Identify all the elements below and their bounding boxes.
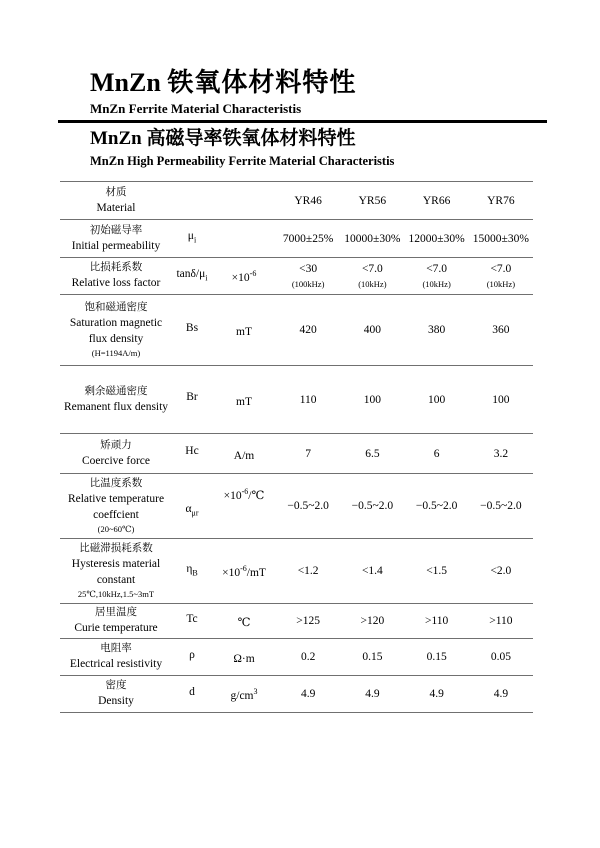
value-note: (10kHz) bbox=[486, 279, 516, 289]
row-name-zh: 比温度系数 bbox=[89, 478, 143, 489]
row-name-zh: 剩余磁通密度 bbox=[84, 385, 148, 397]
unit-base: mT bbox=[236, 325, 252, 338]
value-cell bbox=[340, 295, 404, 365]
symbol-text bbox=[188, 229, 196, 247]
header-material-en: Material bbox=[96, 201, 136, 214]
table-row-saturation-flux-density bbox=[60, 295, 533, 366]
unit-superscript: -6 bbox=[240, 564, 247, 574]
value-text: 10000±30% bbox=[344, 232, 401, 245]
value-text: 0.2 bbox=[300, 651, 316, 663]
table-header-row bbox=[60, 182, 533, 220]
value-text: <1.2 bbox=[297, 565, 319, 577]
row-name-en: Relative temperature coeffcient bbox=[67, 493, 165, 521]
value-cell bbox=[276, 258, 340, 294]
value-text: 0.15 bbox=[426, 651, 447, 663]
row-name-zh: 电阻率 bbox=[100, 643, 132, 655]
symbol-text bbox=[186, 321, 198, 339]
header-unit-cell bbox=[212, 182, 276, 219]
symbol-base: Br bbox=[186, 391, 198, 404]
value-text: <1.4 bbox=[361, 565, 383, 577]
value-cell bbox=[340, 258, 404, 294]
value-cell bbox=[469, 295, 533, 365]
row-name-zh: 比磁滞损耗系数 bbox=[79, 543, 153, 554]
value-text: <7.0 bbox=[490, 263, 512, 275]
symbol-base: d bbox=[189, 685, 195, 698]
value-cell bbox=[340, 639, 404, 675]
value-cell bbox=[469, 604, 533, 638]
section-title-cjk: 高磁导率铁氧体材料特性 bbox=[146, 128, 356, 149]
header-material-zh: 材质 bbox=[105, 186, 127, 198]
row-symbol-cell bbox=[172, 434, 212, 473]
unit-text bbox=[233, 648, 254, 666]
value-cell bbox=[340, 366, 404, 433]
symbol-text bbox=[189, 685, 195, 703]
unit-text bbox=[234, 445, 254, 463]
symbol-text bbox=[189, 648, 195, 666]
row-unit-cell bbox=[212, 295, 276, 365]
row-unit-cell bbox=[212, 366, 276, 433]
row-name-cell bbox=[60, 220, 172, 257]
value-text: −0.5~2.0 bbox=[415, 500, 458, 512]
symbol-subscript: i bbox=[205, 273, 208, 283]
row-unit-cell bbox=[212, 604, 276, 638]
row-symbol-cell bbox=[172, 639, 212, 675]
row-name-en: Initial permeability bbox=[71, 239, 161, 252]
value-cell bbox=[276, 676, 340, 712]
unit-superscript: 3 bbox=[253, 687, 258, 697]
table-row-remanent-flux-density bbox=[60, 366, 533, 434]
table-row-electrical-resistivity bbox=[60, 639, 533, 676]
value-cell bbox=[469, 434, 533, 473]
value-text: 6.5 bbox=[365, 447, 380, 460]
symbol-subscript: B bbox=[192, 568, 198, 578]
main-title-cjk: 铁氧体材料特性 bbox=[167, 68, 357, 97]
symbol-base: Hc bbox=[185, 445, 199, 458]
value-cell bbox=[340, 434, 404, 473]
symbol-text bbox=[186, 612, 197, 630]
row-name-cell bbox=[60, 366, 172, 433]
table-row-initial-permeability bbox=[60, 220, 533, 258]
row-unit-cell bbox=[212, 676, 276, 712]
main-title-latin: MnZn bbox=[90, 68, 161, 97]
value-cell bbox=[469, 474, 533, 538]
value-text: 420 bbox=[299, 324, 317, 336]
symbol-text bbox=[186, 502, 199, 520]
value-cell bbox=[276, 434, 340, 473]
value-cell bbox=[469, 366, 533, 433]
value-note: (100kHz) bbox=[291, 279, 325, 289]
row-name-en: Relative loss factor bbox=[71, 277, 161, 290]
row-symbol-cell bbox=[172, 366, 212, 433]
value-text: <30 bbox=[299, 263, 318, 275]
row-name-en: Coercive force bbox=[81, 454, 150, 467]
section-title-latin: MnZn bbox=[90, 128, 142, 149]
value-cell bbox=[276, 366, 340, 433]
value-text: 0.15 bbox=[362, 651, 383, 663]
unit-text bbox=[231, 685, 258, 703]
value-cell bbox=[469, 676, 533, 712]
value-text: 6 bbox=[433, 447, 440, 460]
row-unit-cell bbox=[212, 258, 276, 294]
value-text: 4.9 bbox=[365, 688, 380, 700]
section-title bbox=[90, 128, 356, 150]
row-unit-cell bbox=[212, 474, 276, 538]
row-name-zh: 初始磁导率 bbox=[89, 224, 143, 236]
divider-rule bbox=[58, 120, 547, 123]
unit-suffix: /℃ bbox=[248, 489, 265, 502]
section-subtitle: MnZn High Permeability Ferrite Material Characteristis bbox=[90, 154, 395, 168]
row-unit-cell bbox=[212, 539, 276, 603]
row-name-zh: 矫顽力 bbox=[100, 439, 132, 451]
value-cell bbox=[405, 676, 469, 712]
value-text: >125 bbox=[296, 615, 320, 627]
symbol-base: Tc bbox=[186, 612, 198, 625]
value-cell bbox=[276, 604, 340, 638]
main-subtitle: MnZn Ferrite Material Characteristis bbox=[90, 101, 302, 116]
row-unit-cell bbox=[212, 639, 276, 675]
value-cell bbox=[469, 258, 533, 294]
table-row-curie-temperature bbox=[60, 604, 533, 639]
value-text: −0.5~2.0 bbox=[351, 500, 394, 512]
value-cell bbox=[276, 474, 340, 538]
row-name-zh: 居里温度 bbox=[95, 607, 137, 619]
row-unit-cell bbox=[212, 434, 276, 473]
row-name-en: Saturation magnetic flux density bbox=[69, 317, 163, 345]
value-text: 4.9 bbox=[493, 688, 509, 700]
value-cell bbox=[276, 295, 340, 365]
value-cell bbox=[405, 220, 469, 257]
value-cell bbox=[405, 474, 469, 538]
model-label: YR66 bbox=[422, 194, 451, 207]
value-cell bbox=[340, 676, 404, 712]
row-name-zh: 饱和磁通密度 bbox=[84, 302, 148, 313]
header-model-cell bbox=[340, 182, 404, 219]
row-symbol-cell bbox=[172, 474, 212, 538]
header-material-cell bbox=[60, 182, 172, 219]
row-symbol-cell bbox=[172, 220, 212, 257]
value-cell bbox=[469, 639, 533, 675]
table-row-coercive-force bbox=[60, 434, 533, 474]
value-cell bbox=[405, 258, 469, 294]
value-text: 12000±30% bbox=[408, 232, 465, 245]
symbol-base: η bbox=[186, 562, 193, 575]
unit-base: ℃ bbox=[237, 616, 251, 629]
value-cell bbox=[405, 295, 469, 365]
value-cell bbox=[276, 539, 340, 603]
value-cell bbox=[469, 539, 533, 603]
row-name-cell bbox=[60, 258, 172, 294]
value-text: 400 bbox=[363, 324, 381, 336]
row-name-cell bbox=[60, 539, 172, 603]
value-note: (10kHz) bbox=[422, 279, 451, 289]
table-row-relative-loss-factor bbox=[60, 258, 533, 295]
unit-superscript: -6 bbox=[241, 487, 249, 497]
value-cell bbox=[405, 639, 469, 675]
value-cell bbox=[276, 639, 340, 675]
header-model-cell bbox=[276, 182, 340, 219]
value-text: <7.0 bbox=[361, 263, 383, 275]
symbol-base: ρ bbox=[189, 648, 195, 661]
row-symbol-cell bbox=[172, 539, 212, 603]
symbol-base: μ bbox=[187, 230, 194, 243]
value-text: >110 bbox=[424, 615, 449, 627]
row-name-cell bbox=[60, 474, 172, 538]
value-text: 0.05 bbox=[490, 651, 511, 663]
unit-text bbox=[238, 612, 251, 630]
value-cell bbox=[405, 434, 469, 473]
row-symbol-cell bbox=[172, 676, 212, 712]
row-name-note: (20~60℃) bbox=[97, 524, 135, 534]
model-label: YR46 bbox=[294, 194, 322, 207]
unit-superscript: -6 bbox=[249, 269, 257, 279]
header-model-cell bbox=[405, 182, 469, 219]
value-text: 7 bbox=[305, 447, 311, 460]
value-text: >110 bbox=[489, 615, 513, 627]
symbol-base: Bs bbox=[185, 321, 199, 334]
symbol-text bbox=[185, 444, 198, 462]
value-text: −0.5~2.0 bbox=[480, 500, 522, 512]
value-cell bbox=[405, 539, 469, 603]
value-text: >120 bbox=[360, 615, 385, 627]
row-name-zh: 密度 bbox=[105, 680, 127, 692]
value-cell bbox=[340, 220, 404, 257]
value-cell bbox=[340, 474, 404, 538]
header-model-cell bbox=[469, 182, 533, 219]
value-text: −0.5~2.0 bbox=[287, 500, 329, 512]
value-text: 3.2 bbox=[493, 447, 509, 460]
symbol-text bbox=[186, 390, 198, 408]
table-row-relative-temperature-coefficient bbox=[60, 474, 533, 539]
value-text: 110 bbox=[299, 393, 317, 406]
row-name-cell bbox=[60, 434, 172, 473]
value-text: 15000±30% bbox=[472, 232, 529, 245]
unit-base: A/m bbox=[233, 449, 255, 462]
row-name-en: Density bbox=[98, 695, 134, 708]
value-text: 4.9 bbox=[429, 688, 444, 700]
value-text: 7000±25% bbox=[282, 232, 334, 245]
row-name-cell bbox=[60, 639, 172, 675]
row-name-zh: 比损耗系数 bbox=[89, 262, 143, 274]
value-text: 380 bbox=[428, 324, 446, 336]
value-text: <2.0 bbox=[490, 565, 512, 577]
row-name-note: (H=1194A/m) bbox=[91, 348, 141, 358]
unit-suffix: /mT bbox=[246, 566, 266, 579]
value-text: 100 bbox=[428, 393, 446, 406]
value-cell bbox=[340, 604, 404, 638]
unit-base: Ω·m bbox=[233, 652, 255, 665]
unit-text bbox=[224, 485, 265, 503]
value-note: (10kHz) bbox=[358, 279, 387, 289]
row-name-cell bbox=[60, 295, 172, 365]
table-row-hysteresis-constant bbox=[60, 539, 533, 604]
unit-text bbox=[236, 321, 252, 339]
header-symbol-cell bbox=[172, 182, 212, 219]
value-text: <1.5 bbox=[426, 565, 448, 577]
value-text: 100 bbox=[492, 393, 510, 406]
unit-base: ×10 bbox=[231, 271, 250, 284]
value-text: 360 bbox=[492, 324, 510, 336]
row-name-en: Electrical resistivity bbox=[69, 658, 163, 671]
row-name-note: 25℃,10kHz,1.5~3mT bbox=[77, 589, 155, 599]
symbol-text bbox=[186, 562, 197, 580]
unit-base: ×10 bbox=[223, 489, 242, 502]
row-name-cell bbox=[60, 604, 172, 638]
symbol-subscript: μr bbox=[191, 508, 199, 518]
row-symbol-cell bbox=[172, 258, 212, 294]
value-cell bbox=[340, 539, 404, 603]
row-name-cell bbox=[60, 676, 172, 712]
value-text: 4.9 bbox=[300, 688, 316, 700]
symbol-subscript: i bbox=[193, 235, 197, 245]
value-cell bbox=[405, 604, 469, 638]
unit-base: ×10 bbox=[222, 566, 241, 579]
value-cell bbox=[469, 220, 533, 257]
value-text: 100 bbox=[363, 393, 381, 406]
value-text: <7.0 bbox=[426, 263, 448, 275]
row-symbol-cell bbox=[172, 604, 212, 638]
model-label: YR76 bbox=[487, 194, 515, 207]
row-name-en: Curie temperature bbox=[74, 622, 158, 635]
unit-base: g/cm bbox=[230, 689, 254, 702]
value-cell bbox=[276, 220, 340, 257]
symbol-base: tanδ/μ bbox=[176, 267, 206, 280]
symbol-base: α bbox=[185, 502, 192, 515]
unit-text bbox=[236, 391, 252, 409]
row-name-en: Hysteresis material constant bbox=[71, 558, 161, 586]
table-row-density bbox=[60, 676, 533, 713]
row-symbol-cell bbox=[172, 295, 212, 365]
unit-text bbox=[232, 267, 257, 285]
row-unit-cell bbox=[212, 220, 276, 257]
unit-text bbox=[222, 562, 266, 580]
main-title bbox=[90, 68, 356, 98]
row-name-en: Remanent flux density bbox=[63, 400, 169, 413]
spec-table bbox=[60, 181, 533, 713]
model-label: YR56 bbox=[358, 194, 387, 207]
symbol-text bbox=[176, 267, 207, 285]
unit-base: mT bbox=[236, 395, 252, 408]
value-cell bbox=[405, 366, 469, 433]
